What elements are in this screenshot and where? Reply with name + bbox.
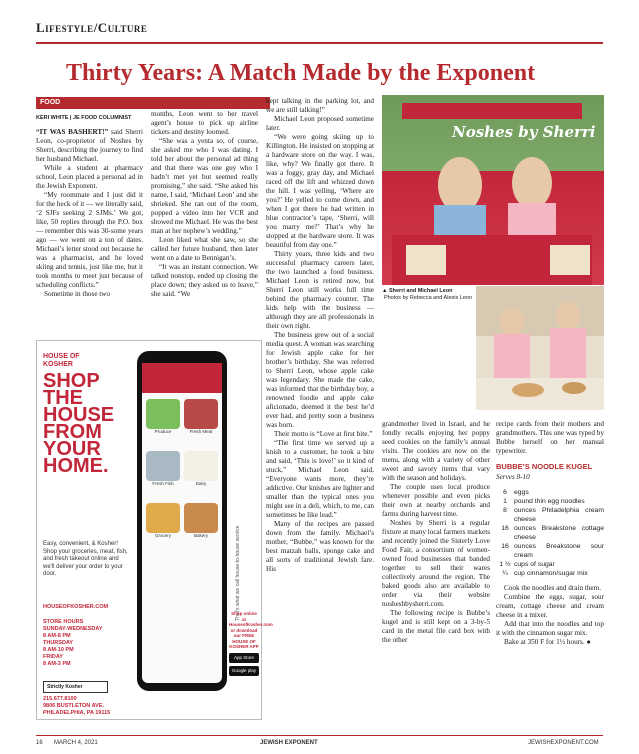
ingredient-item: pound thin egg noodles <box>514 498 585 505</box>
paragraph: months, Leon went to her travel agent’s house to pick up airline tickets and destiny loomed. <box>151 110 258 136</box>
footer-date: MARCH 4, 2021 <box>54 740 98 746</box>
couple-photo <box>382 95 604 285</box>
ingredient-item: ounces Philadelphia cream cheese <box>514 507 604 523</box>
photo-caption <box>382 288 472 302</box>
paragraph: “It was an instant connection. We talked nonstop, ended up closing the place down; they asked us to leave,” she said. “We <box>151 263 258 298</box>
paragraph: While a student at pharmacy school, Leon placed a personal ad in the Jewish Exponent. <box>36 164 143 190</box>
paragraph: grandmother lived in Israel, and he fondly recalls enjoying her poppy seed cookies on the family’s annual visits. The cookies are now on the menu, along with a variety of other sweet and savory items that vary with the season and holidays. <box>382 420 490 482</box>
paragraph: Many of the recipes are passed down from the family. Michael’s mother, “Bubbe,” was known for the best matzah balls, sponge cake and all sorts of traditional Jewish fare. His <box>266 520 374 573</box>
ad-headline-line: HOUSE <box>43 404 115 426</box>
ingredient-row <box>496 506 604 524</box>
paragraph: Leon liked what she saw, so she called her future husband, then later went on a date to Bennigan’s. <box>151 236 258 262</box>
hours-line: 8 AM-3 PM <box>43 661 71 667</box>
footer-publication: JEWISH EXPONENT <box>260 740 318 746</box>
paragraph: The business grew out of a social media quest. A woman was searching for Jewish apple cake for her brother’s birthday. She was referred to Sherri Leon, whose apple cake was legendary. She made the cake, was informed that the birthday boy, a renowned foodie and apple cake aficionado, deemed it the best he’d ever had, and pretty soon a business was born. <box>266 331 374 429</box>
paragraph: “The first time we served up a knish to a customer, he took a bite and said, ‘This is love!’ so it kind of stuck,” Michael Leon said. “Everyone wants more, they’re addictive. Our knishes are lighter and smaller than the typical ones you might see in a deli, which, to me, can sometimes be like lead.” <box>266 439 374 519</box>
tile-label: Produce <box>154 429 172 434</box>
footer-page-number: 16 <box>36 740 43 746</box>
ingredient-list <box>496 488 604 578</box>
headline: Thirty Years: A Match Made by the Exponent <box>66 60 536 86</box>
article-column-5 <box>496 420 604 647</box>
paragraph: Noshes by Sherri is a regular fixture at many local farmers markets and recently joined the Sisterly Love Food Fair, a consortium of women-owned food businesses that banded together to sell their wares collectively around the region. The baked goods also are available to order via their website nosheshbysherri.com. <box>382 519 490 608</box>
byline: KERI WHITE | JE FOOD COLUMNIST <box>36 115 132 121</box>
recipe-title: BUBBE’S NOODLE KUGEL <box>496 462 593 471</box>
ingredient-qty: 1 <box>503 498 507 505</box>
paragraph: Their motto is “Love at first bite.” <box>274 430 373 438</box>
paragraph: The couple uses local produce whenever possible and even picks their own at nearby orchards and farms during harvest time. <box>382 483 490 518</box>
hours-line: SUNDAY-WEDNESDAY <box>43 626 103 632</box>
ingredient-row <box>496 488 604 497</box>
ingredient-item: ounces Breakstone cottage cheese <box>514 525 604 541</box>
ad-headline-line: SHOP <box>43 370 100 392</box>
ingredient-row <box>496 524 604 542</box>
cooking-photo <box>476 286 604 410</box>
paragraph-text: said Sherri Leon, co-proprietor of Noshes by Sherri, describing the journey to find her husband Michael. <box>36 128 143 163</box>
ingredient-qty: 1 ½ <box>499 561 511 568</box>
ingredient-item: cups of sugar <box>514 561 555 568</box>
app-store-label: Shop online at HouseofKosher.com or download our FREE HOUSE OF KOSHER APP <box>229 611 273 649</box>
ad-store-hours <box>43 619 133 668</box>
category-tile[interactable] <box>182 397 220 445</box>
paragraph: kept talking in the parking lot, and we are still talking!” <box>266 97 374 114</box>
hours-line: 8 AM-10 PM <box>43 647 74 653</box>
paragraph: Bake at 350 F for 1½ hours. ● <box>504 638 591 646</box>
tile-label: Fresh Meat <box>189 429 213 434</box>
ad-brand <box>43 353 80 369</box>
cooking-photo-illustration <box>476 286 604 410</box>
tile-label: Fresh Fish <box>152 481 174 486</box>
category-tile[interactable] <box>182 449 220 497</box>
phone-mockup <box>137 351 227 691</box>
category-tile[interactable] <box>144 449 182 497</box>
paragraph <box>36 128 143 164</box>
footer-rule <box>36 735 603 736</box>
ingredient-item: cup cinnamon/sugar mix <box>514 570 588 577</box>
ad-brand-line: HOUSE OF <box>43 353 80 360</box>
ad-headline-line: THE <box>43 387 83 409</box>
category-tile[interactable] <box>144 397 182 445</box>
hours-line: THURSDAY <box>43 640 74 646</box>
tile-label: Bakery <box>193 533 208 538</box>
hours-title: STORE HOURS <box>43 619 84 625</box>
ingredient-qty: 16 <box>501 543 509 550</box>
app-header <box>142 363 222 393</box>
paragraph: “We were going skiing up to Killington. He insisted on stopping at a hardware store on the way. I was, like, why? We finally got there. It was a foggy, gray day, and Michael raced off the lift and whizzed down the hill. I was yelling, ‘Where are you?’ He yelled to come down, and when I got there he had written in blue contractor’s tape, ‘Sherri, will you marry me?’ That’s why he stopped at the hardware store. It was beautiful from day one.” <box>266 133 374 249</box>
ad-headline-line: HOME. <box>43 455 109 477</box>
paragraph: Sometime in those two <box>44 290 111 298</box>
lead-in: “IT WAS BASHERT!” <box>36 128 109 136</box>
footer-website[interactable]: JEWISHEXPONENT.COM <box>528 740 599 746</box>
article-column-2 <box>151 110 258 299</box>
paragraph: Add that into the noodles and top it with the cinnamon sugar mix. <box>496 620 604 637</box>
ingredient-qty: 16 <box>501 525 509 532</box>
category-tag: FOOD <box>36 97 270 109</box>
paragraph: recipe cards from their mothers and grandmothers. This one was typed by Bubbe herself on her manual typewriter. <box>496 420 604 455</box>
ad-headline-line: FROM <box>43 421 102 443</box>
ad-headline-line: YOUR <box>43 438 101 460</box>
ingredient-qty: 8 <box>503 507 507 514</box>
banner-text: Noshes by Sherri <box>452 123 596 141</box>
top-rule <box>36 42 603 44</box>
ingredient-qty: ¼ <box>502 570 508 577</box>
paragraph: Cook the noodles and drain them. <box>504 584 602 592</box>
ingredient-row <box>496 560 604 569</box>
ad-headline <box>43 370 115 477</box>
ingredient-qty: 6 <box>503 489 507 496</box>
ingredient-row <box>496 497 604 506</box>
ad-address <box>43 696 110 717</box>
ad-description: Easy, convenient, & Kosher! Shop your groceries, meat, fish, and fresh takeout online and we'll deliver your order to your door. <box>43 541 128 577</box>
kosher-badge: Strictly Kosher <box>43 681 108 693</box>
ad-street: 9806 BUSTLETON AVE. <box>43 703 105 709</box>
paragraph: Michael Leon proposed sometime later. <box>266 115 374 132</box>
caption-credit: Photos by Rebecca and Alexis Leon <box>383 295 472 301</box>
tile-label: Dairy <box>195 481 207 486</box>
paragraph: Thirty years, three kids and two successful pharmacy careers later, the two launched a food business. Michael Leon is retired now, but Sherri Leon still works full time behind the pharmacy counter. The kids help with the business — although they are all professionals in their own right. <box>266 250 374 330</box>
app-store-button[interactable]: App Store <box>229 653 259 663</box>
ad-phone: 215.677.8100 <box>43 696 77 702</box>
paragraph: Combine the eggs, sugar, sour cream, cottage cheese and cream cheese in a mixer. <box>496 593 604 619</box>
app-screen <box>142 363 222 683</box>
paragraph: The following recipe is Bubbe’s kugel and is still kept on a 3-by-5 card in the metal file card box with the other <box>382 609 490 644</box>
category-tile[interactable] <box>144 501 182 549</box>
hours-line: FRIDAY <box>43 654 63 660</box>
ad-website[interactable]: HOUSEOFKOSHER.COM <box>43 604 109 610</box>
article-column-4 <box>382 420 490 645</box>
article-column-1 <box>36 128 143 299</box>
hours-line: 8 AM-8 PM <box>43 633 71 639</box>
google-play-button[interactable]: Google play <box>229 666 259 676</box>
ingredient-row <box>496 569 604 578</box>
ad-side-text: That's what we call house-to-house service <box>235 525 241 621</box>
recipe-serves: Serves 8-10 <box>496 473 530 481</box>
ingredient-item: ounces Breakstone sour cream <box>514 543 604 559</box>
tile-label: Grocery <box>154 533 171 538</box>
ingredient-row <box>496 542 604 560</box>
caption-title: ▲ Sherri and Michael Leon <box>382 288 453 294</box>
ad-brand-line: KOSHER <box>43 361 73 368</box>
ingredient-item: eggs <box>514 489 529 496</box>
paragraph: “My roommate and I just did it for the heck of it — we literally said, ‘2 SJFs seeking 2 SJMs.’ We got, like, 50 replies through the P.O. box — remember this was 30-some years ago — we went on a ton of dates. Michael’s letter stood out because he was a pharmacist, and he loved skiing and tennis, just like me, but it took months to meet just because of scheduling conflicts.” <box>36 191 143 289</box>
article-column-3 <box>266 97 374 574</box>
ad-city: PHILADELPHIA, PA 19115 <box>43 710 111 716</box>
paragraph: “She was a yenta so, of course, she asked me who I was dating. I told her about the personal ad thing and that there was one guy who I hadn’t met yet but seemed really promising,” she said. “She asked his name, I said, ‘Michael Leon’ and she shrieked. She ran out of the room, popped a video into her VCR and showed me Michael. He was the best man at her nephew’s wedding.” <box>151 137 258 235</box>
house-of-kosher-ad[interactable] <box>36 340 273 720</box>
app-store-box <box>229 611 273 676</box>
section-title: Lifestyle/Culture <box>36 20 148 35</box>
category-tile[interactable] <box>182 501 220 549</box>
